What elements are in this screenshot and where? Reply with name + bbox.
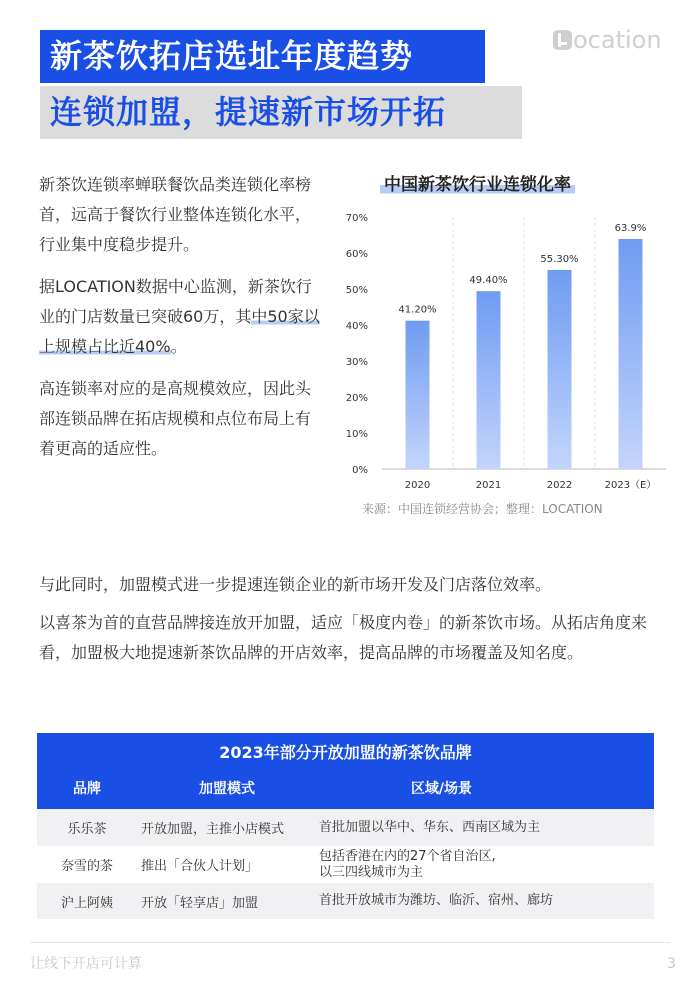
header-brand: 品牌 xyxy=(73,781,101,797)
body-paragraph-2: 以喜茶为首的直营品牌接连放开加盟，适应「极度内卷」的新茶饮市场。从拓店角度来看，加盟极大地提速新茶饮品牌的开店效率，提高品牌的市场覆盖及知名度。 xyxy=(39,613,648,662)
table-header xyxy=(37,773,654,809)
chart-source: 来源：中国连锁经营协会；整理：LOCATION xyxy=(362,502,603,516)
mode-cell: 推出「合伙人计划」 xyxy=(141,859,259,874)
body-text xyxy=(39,570,659,676)
region-cell: 首批开放城市为潍坊、临沂、宿州、廊坊 xyxy=(319,893,554,908)
bar-value-label: 49.40% xyxy=(469,275,508,287)
chain-rate-bar-chart xyxy=(340,200,680,500)
franchise-brands-table xyxy=(37,733,654,919)
y-tick-label: 10% xyxy=(345,429,368,440)
page-subtitle: 连锁加盟，提速新市场开拓 xyxy=(40,86,522,139)
logo-l-icon xyxy=(553,30,572,50)
bar-2022 xyxy=(548,270,572,469)
intro-paragraph-1: 新茶饮连锁率蝉联餐饮品类连锁化率榜首，远高于餐饮行业整体连锁化水平，行业集中度稳步提升。 xyxy=(39,175,312,254)
location-logo xyxy=(553,26,662,54)
bar-value-label: 55.30% xyxy=(540,253,579,265)
y-tick-label: 40% xyxy=(345,321,368,332)
y-tick-label: 60% xyxy=(345,249,368,260)
mode-cell: 开放「轻享店」加盟 xyxy=(141,895,259,911)
x-tick-label: 2022 xyxy=(546,480,573,491)
x-tick-label: 2021 xyxy=(475,480,502,491)
body-paragraph-1: 与此同时，加盟模式进一步提速连锁企业的新市场开发及门店落位效率。 xyxy=(39,575,552,594)
y-tick-label: 50% xyxy=(345,285,368,296)
y-tick-label: 20% xyxy=(345,393,368,404)
mode-cell: 开放加盟，主推小店模式 xyxy=(141,822,285,837)
bar-value-label: 41.20% xyxy=(398,304,437,316)
y-tick-label: 70% xyxy=(345,213,368,224)
table-row xyxy=(37,846,654,883)
intro-text xyxy=(39,170,324,476)
bar-2020 xyxy=(406,321,430,469)
footer-divider xyxy=(30,942,670,943)
footer-slogan: 让线下开店可计算 xyxy=(30,956,142,972)
highlight-text: 中50家以上规模占比近40% xyxy=(39,307,320,356)
intro-p2-end: 。 xyxy=(170,337,187,356)
intro-paragraph-3: 高连锁率对应的是高规模效应，因此头部连锁品牌在拓店规模和点位布局上有着更高的适应性。 xyxy=(39,379,312,458)
brand-cell: 乐乐茶 xyxy=(67,822,107,837)
bar-value-label: 63.9% xyxy=(614,222,647,234)
y-tick-label: 30% xyxy=(345,357,368,368)
table-row xyxy=(37,809,654,846)
table-row xyxy=(37,883,654,919)
header-mode: 加盟模式 xyxy=(199,781,255,797)
intro-paragraph-2 xyxy=(39,272,324,362)
table-title: 2023年部分开放加盟的新茶饮品牌 xyxy=(37,733,654,773)
region-line-1: 包括香港在内的27个省自治区, xyxy=(319,848,496,864)
bar-2021 xyxy=(477,291,501,469)
region-cell: 首批加盟以华中、华东、西南区域为主 xyxy=(319,819,541,835)
brand-cell: 沪上阿姨 xyxy=(60,895,113,911)
region-line-2: 以三四线城市为主 xyxy=(319,864,424,880)
page-number: 3 xyxy=(667,956,676,972)
chart-title: 中国新茶饮行业连锁化率 xyxy=(380,170,575,195)
intro-p2-text: 据LOCATION数据中心监测，新茶饮行业的门店数量已突破60万，其 xyxy=(39,277,312,326)
brand-cell: 奈雪的茶 xyxy=(60,859,113,874)
x-tick-label: 2023（E） xyxy=(604,480,657,491)
y-tick-label: 0% xyxy=(352,465,368,476)
page-title: 新茶饮拓店选址年度趋势 xyxy=(40,30,485,83)
bar-2023（E） xyxy=(619,239,643,469)
x-tick-label: 2020 xyxy=(404,480,431,491)
header-region: 区域/场景 xyxy=(410,781,473,797)
logo-text: ocation xyxy=(573,26,662,54)
region-cell xyxy=(317,849,654,881)
